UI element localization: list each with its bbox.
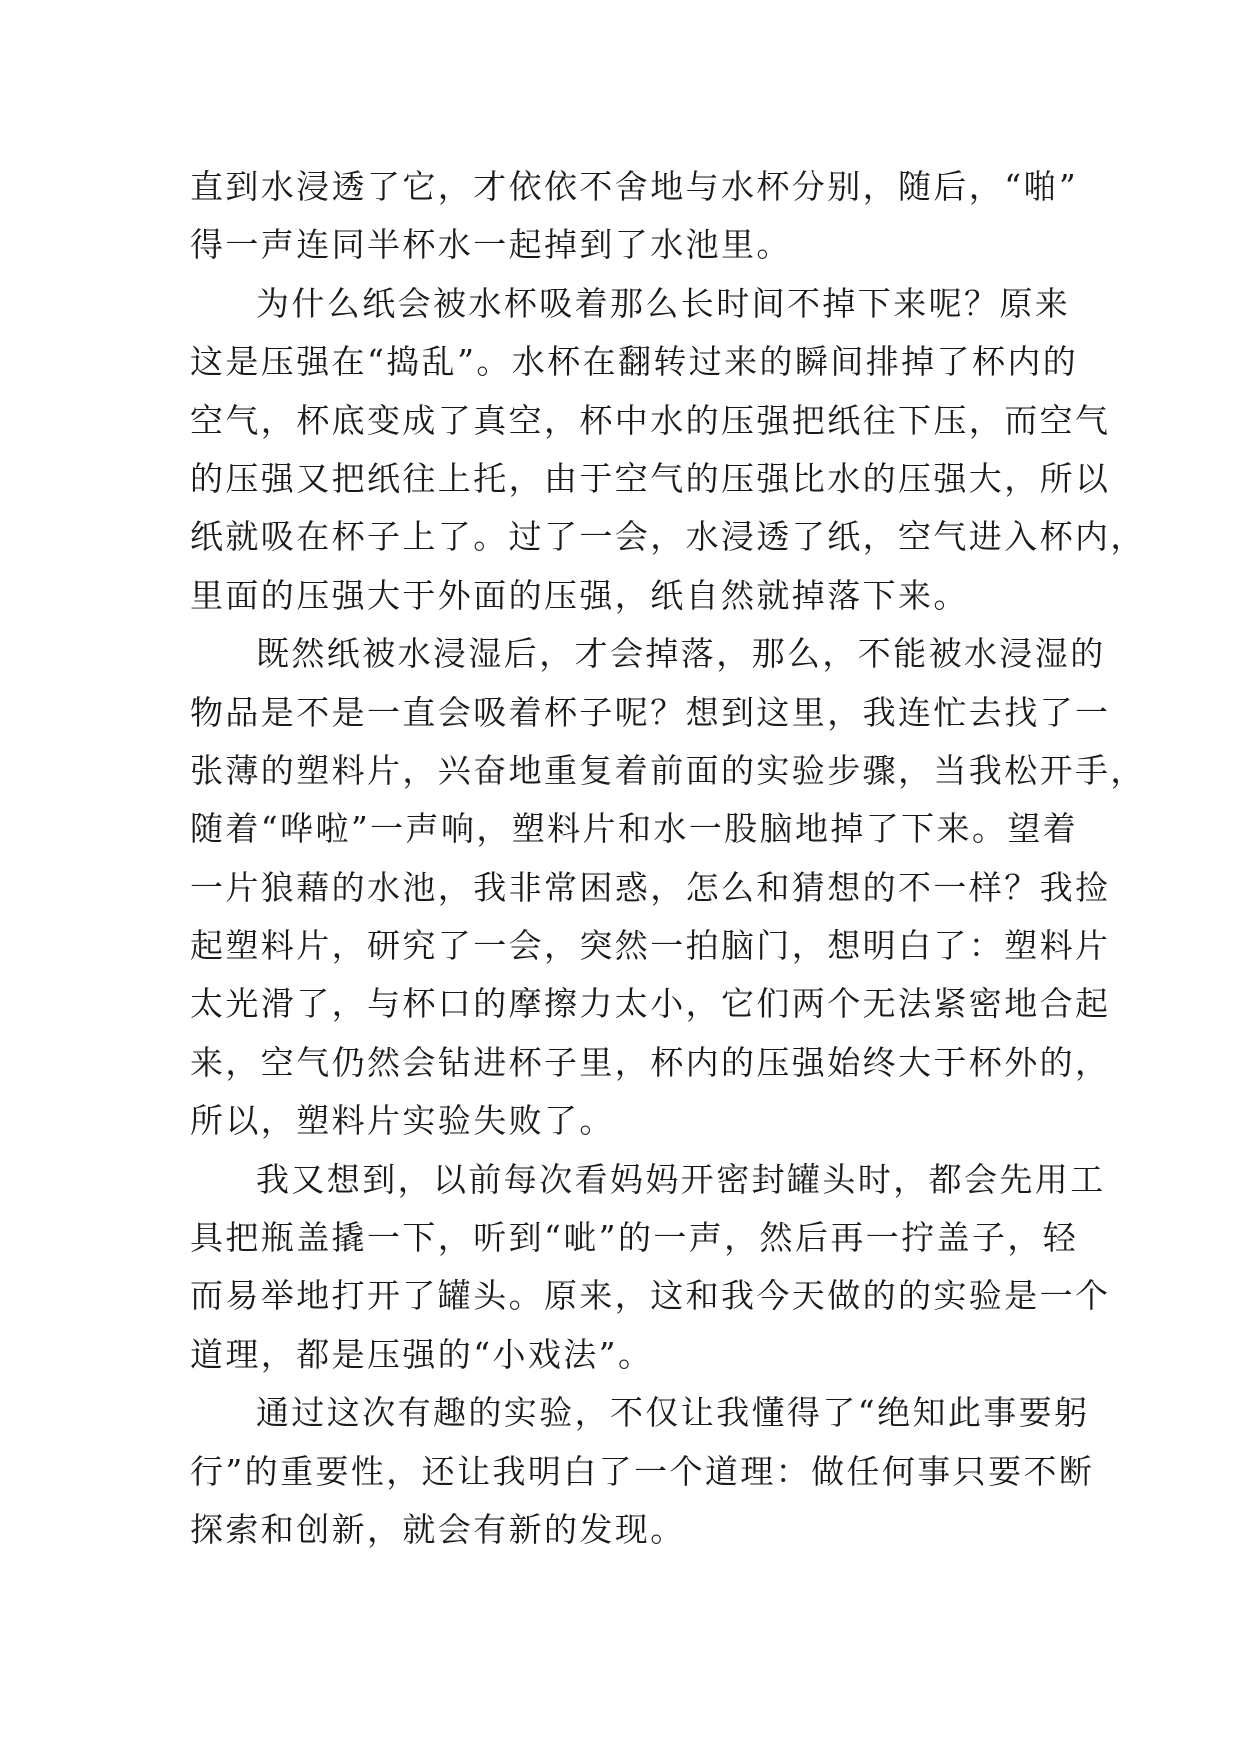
paragraph-continuation <box>190 158 1079 275</box>
paragraph-jar-lid <box>190 1151 1111 1385</box>
text-line: 行”的重要性，还让我明白了一个道理：做任何事只要不断 <box>190 1451 1095 1491</box>
text-line: 通过这次有趣的实验，不仅让我懂得了“绝知此事要躬 <box>256 1393 1090 1433</box>
text-line: 里面的压强大于外面的压强，纸自然就掉落下来。 <box>190 575 969 615</box>
paragraph-conclusion <box>190 1384 1095 1559</box>
text-line: 纸就吸在杯子上了。过了一会，水浸透了纸，空气进入杯内， <box>190 517 1146 557</box>
text-line: 直到水浸透了它，才依依不舍地与水杯分别，随后，“啪” <box>190 167 1079 206</box>
text-line: 随着“哗啦”一声响，塑料片和水一股脑地掉了下来。望着 <box>190 809 1079 849</box>
paragraph-plastic-experiment <box>190 625 1146 1151</box>
text-line: 探索和创新，就会有新的发现。 <box>190 1509 686 1549</box>
text-line: 张薄的塑料片，兴奋地重复着前面的实验步骤，当我松开手， <box>190 750 1146 790</box>
text-line: 空气，杯底变成了真空，杯中水的压强把纸往下压，而空气 <box>190 400 1111 440</box>
text-line: 来，空气仍然会钻进杯子里，杯内的压强始终大于杯外的， <box>190 1042 1111 1082</box>
text-line: 起塑料片，研究了一会，突然一拍脑门，想明白了：塑料片 <box>190 926 1111 966</box>
text-line: 的压强又把纸往上托，由于空气的压强比水的压强大，所以 <box>190 458 1111 498</box>
text-line: 所以，塑料片实验失败了。 <box>190 1101 615 1141</box>
text-line: 我又想到，以前每次看妈妈开密封罐头时，都会先用工 <box>256 1159 1106 1199</box>
text-line: 而易举地打开了罐头。原来，这和我今天做的的实验是一个 <box>190 1276 1111 1316</box>
text-line: 得一声连同半杯水一起掉到了水池里。 <box>190 225 792 265</box>
text-line: 一片狼藉的水池，我非常困惑，怎么和猜想的不一样？我捡 <box>190 867 1111 907</box>
text-line: 为什么纸会被水杯吸着那么长时间不掉下来呢？原来 <box>256 283 1071 323</box>
text-line: 物品是不是一直会吸着杯子呢？想到这里，我连忙去找了一 <box>190 692 1111 732</box>
document-body <box>190 158 1146 1559</box>
text-line: 具把瓶盖撬一下，听到“呲”的一声，然后再一拧盖子，轻 <box>190 1218 1079 1258</box>
paragraph-explanation <box>190 275 1146 625</box>
text-line: 太光滑了，与杯口的摩擦力太小，它们两个无法紧密地合起 <box>190 984 1111 1024</box>
text-line: 既然纸被水浸湿后，才会掉落，那么，不能被水浸湿的 <box>256 634 1106 674</box>
text-line: 道理，都是压强的“小戏法”。 <box>190 1334 654 1374</box>
text-line: 这是压强在“捣乱”。水杯在翻转过来的瞬间排掉了杯内的 <box>190 342 1079 382</box>
